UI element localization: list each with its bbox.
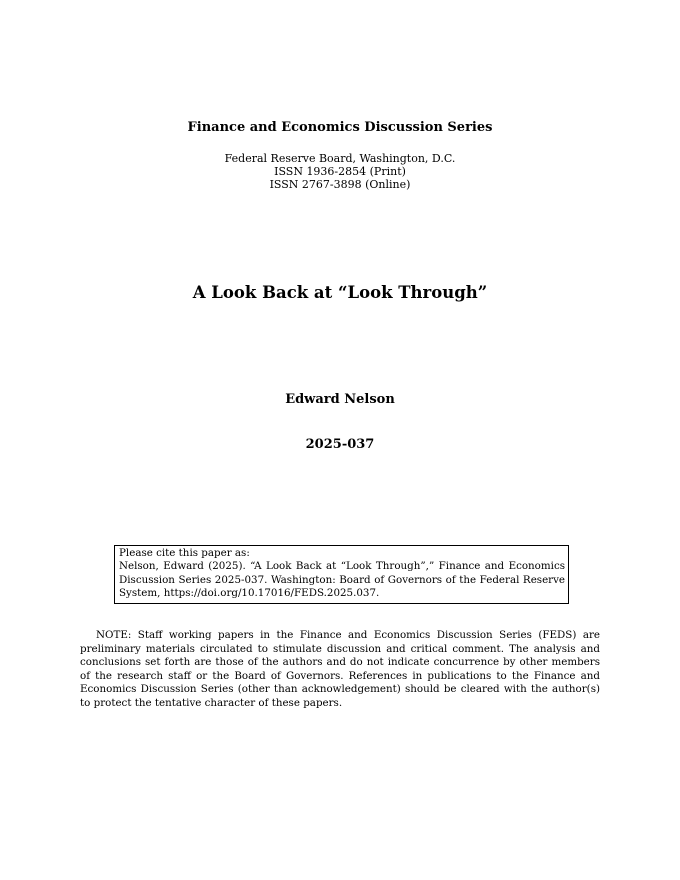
publisher-info	[0, 152, 680, 191]
paper-number: 2025-037	[305, 437, 375, 452]
publisher-line-location: Federal Reserve Board, Washington, D.C.	[224, 152, 456, 165]
publisher-line-issn-print: ISSN 1936-2854 (Print)	[274, 165, 406, 178]
paper-title: A Look Back at “Look Through”	[192, 283, 488, 302]
series-title: Finance and Economics Discussion Series	[187, 120, 493, 135]
disclaimer-note: NOTE: Staff working papers in the Finance and Economics Discussion Series (FEDS) are preliminary materials circulated to stimulate discussion and critical comment. The analysis and conclusions set forth are those of the authors and do not indicate concurrence by other members of the research staff or the Board of Governors. References in publications to the Finance and Economics Discussion Series (other than acknowledgement) should be cleared with the author(s) to protect the tentative character of these papers.	[80, 629, 600, 709]
citation-box	[114, 545, 569, 604]
paper-author: Edward Nelson	[285, 392, 395, 407]
publisher-line-issn-online: ISSN 2767-3898 (Online)	[269, 178, 411, 191]
citation-intro: Please cite this paper as:	[119, 547, 250, 559]
citation-text[interactable]: Nelson, Edward (2025). “A Look Back at “Look Through”,” Finance and Economics Discussion Series 2025-037. Washington: Board of Governors of the Federal Reserve System, https://doi.org/10.17016/FEDS.2025.037.	[119, 560, 565, 600]
